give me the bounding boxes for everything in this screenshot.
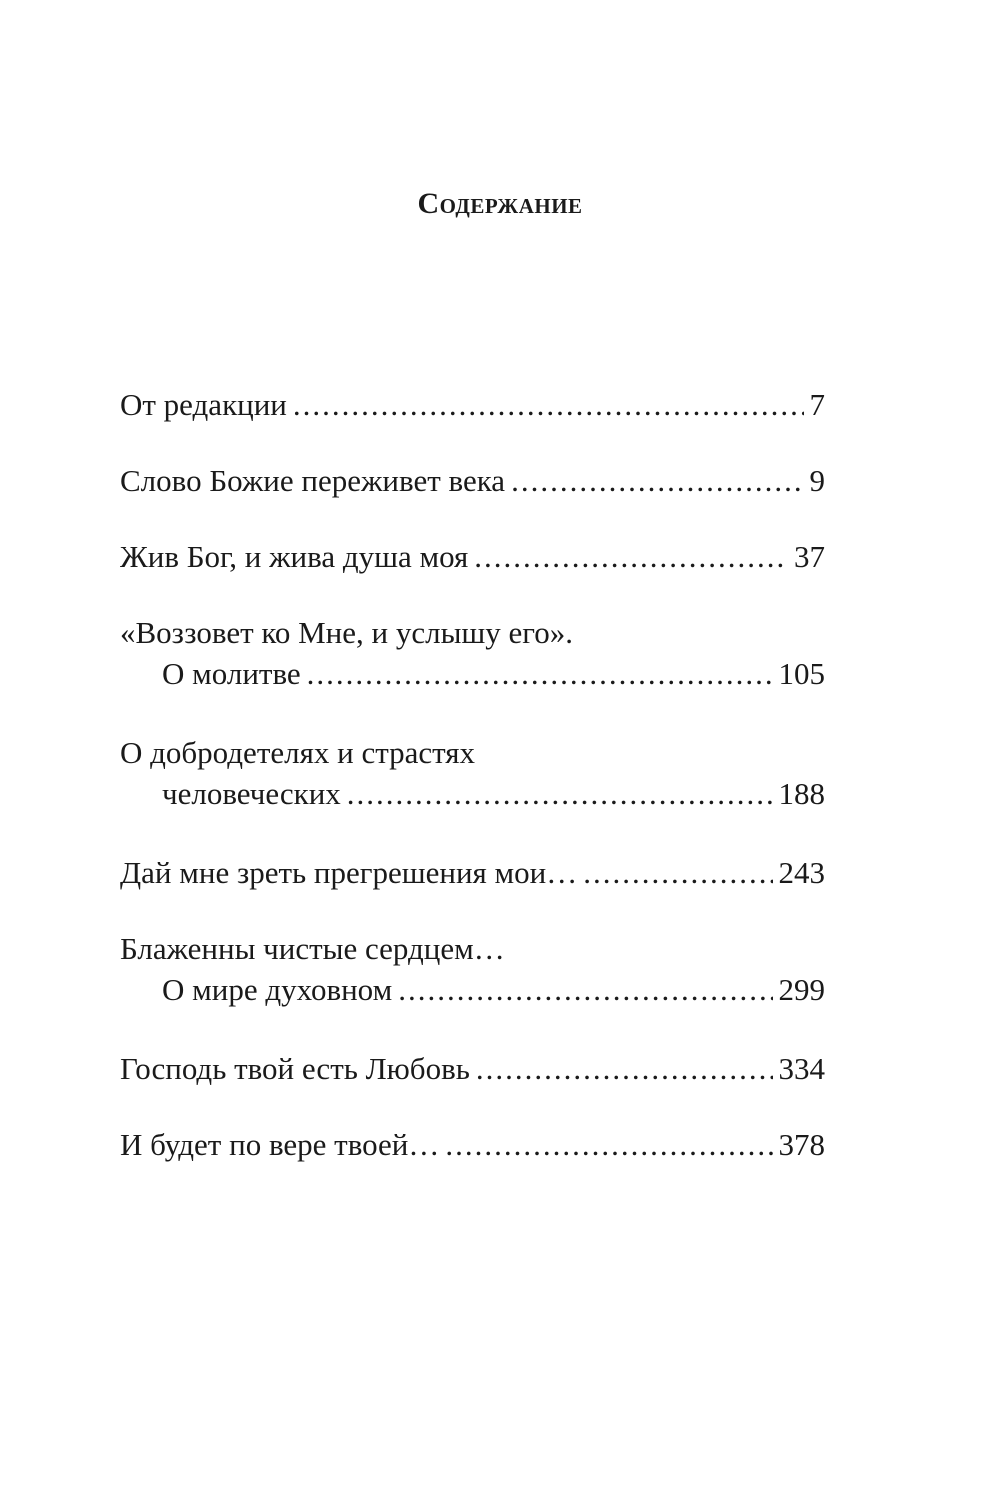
toc-entry-title: От редакции bbox=[120, 387, 287, 422]
dot-leader bbox=[293, 384, 804, 425]
dot-leader bbox=[474, 536, 788, 577]
toc-entry-title: Слово Божие переживет века bbox=[120, 463, 506, 498]
toc-entry[interactable] bbox=[120, 612, 825, 694]
toc-entry[interactable] bbox=[120, 732, 825, 814]
toc-entry-title: «Воззовет ко Мне, и услышу его». bbox=[120, 615, 573, 650]
dot-leader bbox=[347, 773, 773, 814]
toc-entry-subtitle: О молитве bbox=[162, 656, 301, 691]
dot-leader bbox=[476, 1048, 773, 1089]
toc-entry[interactable] bbox=[120, 1124, 825, 1165]
toc-entry-subtitle: О мире духовном bbox=[162, 972, 393, 1007]
toc-page-number: 188 bbox=[778, 776, 825, 811]
toc-page-number: 37 bbox=[794, 539, 825, 574]
toc-entry[interactable] bbox=[120, 852, 825, 893]
toc-entry[interactable] bbox=[120, 384, 825, 425]
toc-page-number: 378 bbox=[778, 1127, 825, 1162]
page-title: Содержание bbox=[417, 187, 583, 220]
toc-entry-title: Жив Бог, и жива душа моя bbox=[120, 539, 469, 574]
dot-leader bbox=[445, 1124, 772, 1165]
toc-page-number: 299 bbox=[778, 972, 825, 1007]
toc-entry-title: Господь твой есть Любовь bbox=[120, 1051, 470, 1086]
toc-page-number: 7 bbox=[809, 387, 825, 422]
toc-entry[interactable] bbox=[120, 460, 825, 501]
dot-leader bbox=[398, 969, 772, 1010]
toc-entry-title: О добродетелях и страстях bbox=[120, 735, 476, 770]
toc-page-number: 243 bbox=[778, 855, 825, 890]
toc-entry-subtitle: человеческих bbox=[162, 776, 341, 811]
dot-leader bbox=[307, 653, 773, 694]
toc-entry[interactable] bbox=[120, 536, 825, 577]
table-of-contents bbox=[120, 384, 825, 1165]
toc-page-number: 9 bbox=[809, 463, 825, 498]
toc-page-number: 334 bbox=[778, 1051, 825, 1086]
toc-entry-title: Дай мне зреть прегрешения мои… bbox=[120, 855, 578, 890]
toc-entry[interactable] bbox=[120, 928, 825, 1010]
toc-entry-title: Блаженны чистые сердцем… bbox=[120, 931, 505, 966]
toc-page-number: 105 bbox=[778, 656, 825, 691]
toc-entry[interactable] bbox=[120, 1048, 825, 1089]
dot-leader bbox=[583, 852, 772, 893]
toc-entry-title: И будет по вере твоей… bbox=[120, 1127, 440, 1162]
dot-leader bbox=[511, 460, 803, 501]
